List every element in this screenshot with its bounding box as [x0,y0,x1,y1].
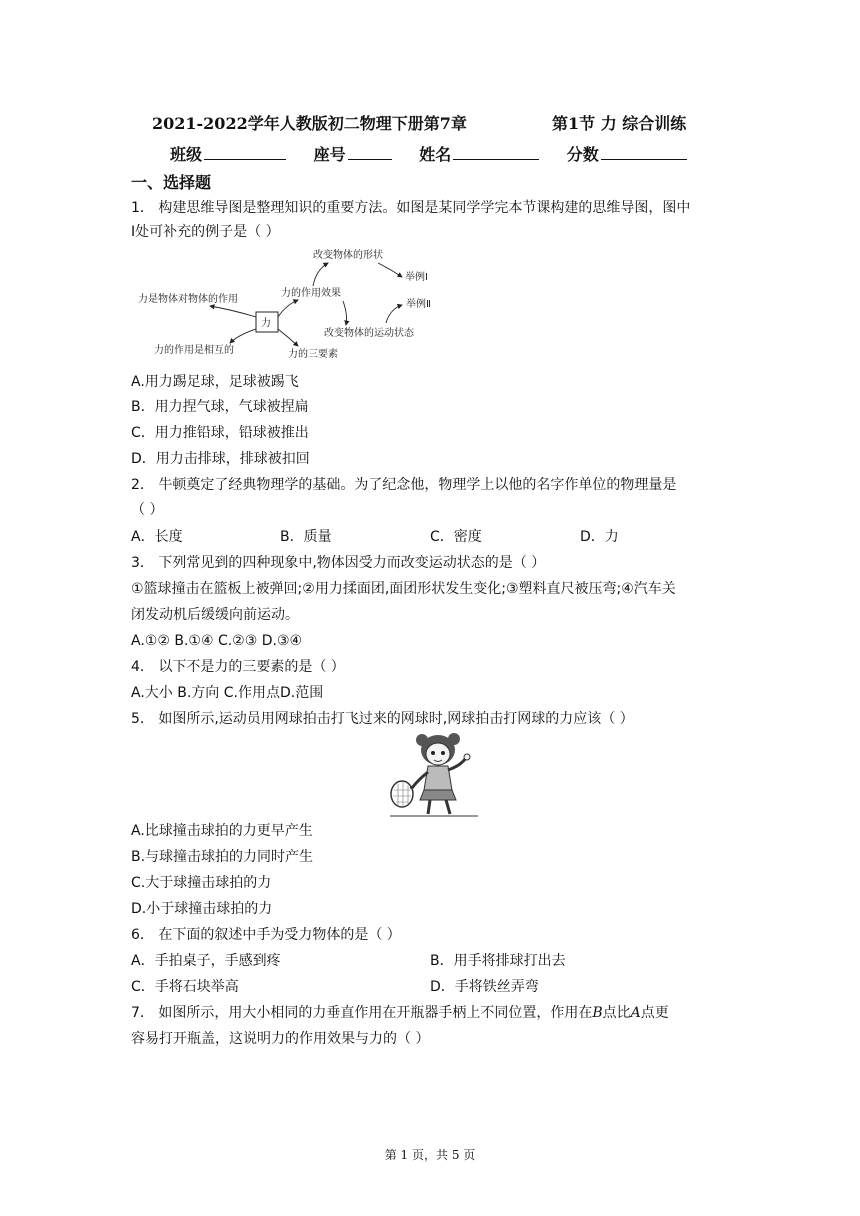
q7-text-c: 点更 [640,1005,669,1021]
q2-stem-line2: （ ） [131,502,164,518]
seat-label: 座号 [313,145,346,164]
q2-option-c[interactable]: C．密度 [430,529,482,545]
q7-text-b: 点比 [602,1005,631,1021]
q1-stem-line2: Ⅰ处可补充的例子是（ ） [131,224,280,240]
q4-options[interactable]: A.大小 B.方向 C.作用点D.范围 [131,685,324,701]
q1-stem-line1: 1． 构建思维导图是整理知识的重要方法。如图是某同学学完本节课构建的思维导图，图中 [131,200,691,216]
q1-option-d[interactable]: D．用力击排球，排球被扣回 [131,451,310,467]
q3-stem-line3: 闭发动机后缓缓向前运动。 [131,607,299,623]
q6-option-d[interactable]: D．手将铁丝弄弯 [430,979,539,995]
map-example-2: 举例Ⅱ [406,299,431,310]
name-field [419,142,539,165]
name-label: 姓名 [419,145,452,164]
page-title [0,111,860,133]
map-node-motion: 改变物体的运动状态 [324,328,414,339]
title-left: 2021-2022学年人教版初二物理下册第7章 [152,114,467,133]
q6-option-b[interactable]: B．用手将排球打出去 [430,953,566,969]
q7-stem-line1 [131,1003,669,1023]
q7-text-a: 7． 如图所示，用大小相同的力垂直作用在开瓶器手柄上不同位置，作用在 [131,1005,593,1021]
seat-blank[interactable] [348,143,392,160]
section-heading: 一、选择题 [131,173,212,192]
map-node-effect: 力的作用效果 [281,288,341,299]
q3-stem-line1: 3． 下列常见到的四种现象中,物体因受力而改变运动状态的是（ ） [131,555,546,571]
q7-point-a: A [630,1005,641,1021]
q5-option-b[interactable]: B.与球撞击球拍的力同时产生 [131,849,314,865]
map-node-bottom-left: 力的作用是相互的 [154,345,234,356]
q2-option-d[interactable]: D．力 [580,529,619,545]
q2-option-a[interactable]: A．长度 [131,529,183,545]
score-label: 分数 [566,145,599,164]
class-label: 班级 [170,145,203,164]
q4-stem: 4． 以下不是力的三要素的是（ ） [131,659,345,675]
map-example-1: 举例Ⅰ [405,272,428,283]
map-node-shape: 改变物体的形状 [313,250,383,261]
q1-option-a[interactable]: A.用力踢足球，足球被踢飞 [131,374,299,390]
q6-option-a[interactable]: A．手拍桌子，手感到疼 [131,953,281,969]
q6-option-c[interactable]: C．手将石块举高 [131,979,239,995]
q1-option-c[interactable]: C．用力推铅球，铅球被推出 [131,425,309,441]
map-node-three: 力的三要素 [288,349,338,360]
score-blank[interactable] [601,143,687,160]
class-field [170,142,286,165]
student-info-row [170,142,709,164]
name-blank[interactable] [453,143,539,160]
q5-option-a[interactable]: A.比球撞击球拍的力更早产生 [131,823,313,839]
q1-option-b[interactable]: B．用力捏气球，气球被捏扁 [131,399,309,415]
q5-option-d[interactable]: D.小于球撞击球拍的力 [131,901,273,917]
q3-options[interactable]: A.①② B.①④ C.②③ D.③④ [131,633,303,649]
mind-map-diagram [138,245,448,365]
q7-stem-line2: 容易打开瓶盖，这说明力的作用效果与力的（ ） [131,1031,430,1047]
seat-field [314,142,392,165]
class-blank[interactable] [204,143,286,160]
q2-option-b[interactable]: B．质量 [280,529,332,545]
tennis-player-image [386,730,482,818]
q5-stem: 5． 如图所示,运动员用网球拍击打飞过来的网球时,网球拍击打网球的力应该（ ） [131,711,634,727]
q2-stem-line1: 2． 牛顿奠定了经典物理学的基础。为了纪念他，物理学上以他的名字作单位的物理量是 [131,477,677,493]
q6-stem: 6． 在下面的叙述中手为受力物体的是（ ） [131,927,401,943]
page-footer: 第 1 页，共 5 页 [384,1148,476,1162]
q5-option-c[interactable]: C.大于球撞击球拍的力 [131,875,272,891]
map-center: 力 [261,318,271,329]
q7-point-b: B [592,1005,603,1021]
title-right: 第1节 力 综合训练 [552,114,687,133]
q3-stem-line2: ①篮球撞击在篮板上被弹回;②用力揉面团,面团形状发生变化;③塑料直尺被压弯;④汽车关 [131,581,676,597]
score-field [567,142,687,165]
map-node-left: 力是物体对物体的作用 [138,294,238,305]
